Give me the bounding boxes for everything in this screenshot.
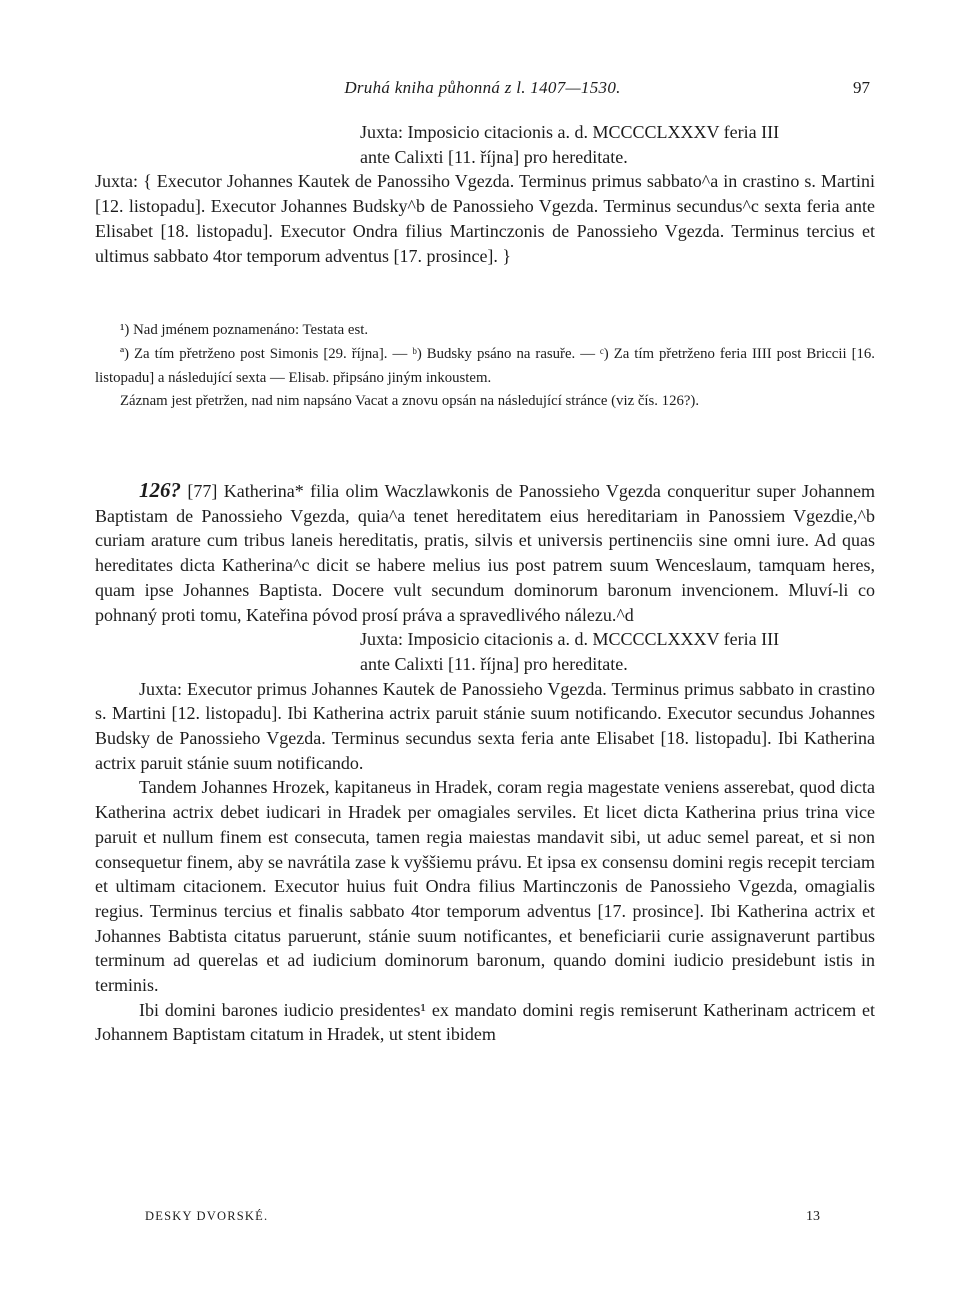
entry-paragraph-4: Ibi domini barones iudicio presidentes¹ ex mandato domini regis remiserunt Katherinam actricem et Johannem Baptistam citatum in Hradek, ut stent ibidem	[95, 999, 875, 1045]
footer-signature: DESKY DVORSKÉ.	[145, 1209, 269, 1223]
juxta-imposicio-line-1: Juxta: Imposicio citacionis a. d. MCCCCLXXXV feria III	[360, 122, 780, 142]
second-entry	[95, 478, 875, 1047]
page-number: 97	[853, 78, 870, 97]
juxta2-imposicio-line-1: Juxta: Imposicio citacionis a. d. MCCCCLXXXV feria III	[360, 629, 780, 650]
second-entry-juxta	[95, 627, 875, 676]
footer-sheet-number: 13	[806, 1209, 820, 1224]
juxta-executors-paragraph: Juxta: { Executor Johannes Kautek de Panossiho Vgezda. Terminus primus sabbato^a in crastino s. Martini [12. listopadu]. Executor Johannes Budsky^b de Panossieho Vgezda. Terminus secundus^c sexta feria ante Elisabet [18. listopadu]. Executor Ondra filius Martinczonis de Panossieho Vgezda. Terminus tercius et ultimus sabbato 4tor temporum adventus [17. prosince]. }	[95, 171, 875, 266]
juxta-imposicio-line-2: ante Calixti [11. října] pro hereditate.	[360, 146, 628, 167]
footnote-letters: ª) Za tím přetrženo post Simonis [29. října]. — ᵇ) Budsky psáno na rasuře. — ᶜ) Za tím přetrženo feria IIII post Briccii [16. listopadu] a následující sexta — Elisab. připsáno jiným inkoustem.	[95, 345, 875, 386]
footnote-vacat: Záznam jest přetržen, nad nim napsáno Vacat a znovu opsán na následující stránce (viz čís. 126?).	[120, 393, 700, 410]
entry-number: 126?	[139, 478, 181, 502]
running-title: Druhá kniha půhonná z l. 1407—1530.	[344, 78, 621, 97]
entry-paragraph-3: Tandem Johannes Hrozek, kapitaneus in Hradek, coram regia magestate veniens asserebat, quod dicta Katherina actrix debet iudicari in Hradek per omagiales serviles. Et licet dicta Katherina prius trina vice paruit et nullum finem est consecuta, tamen regia maiestas mandavit sibi, ut aduc semel pareat, et si non consequetur finem, aby se navrátila zase k vyššiemu právu. Et ipsa ex consensu domini regis recepit terciam et ultimam citacionem. Executor huius fuit Ondra filius Martinczonis de Panossieho Vgezda, omagialis regius. Terminus tercius et finalis sabbato 4tor temporum adventus [17. prosince]. Ibi Katherina actrix et Johannes Babtista citatus paruerunt, stánie suum notificantes, et beneficiarii curie assignaverunt partibus terminum ad querelas et ad iudicium dominorum baronum, quando domini iudicio presidebunt istis in terminis.	[95, 777, 875, 996]
entry-paragraph-2: Juxta: Executor primus Johannes Kautek de Panossieho Vgezda. Terminus primus sabbato in crastino s. Martini [12. listopadu]. Ibi Katherina actrix paruit stánie suum notificando. Executor secundus Johannes Budsky de Panossieho Vgezda. Terminus secundus sexta feria ante Elisabet [18. listopadu]. Ibi Katherina actrix paruit stánie suum notificando.	[95, 678, 875, 773]
footnotes	[95, 319, 875, 414]
page-header	[95, 78, 870, 102]
juxta2-imposicio-line-2: ante Calixti [11. října] pro hereditate.	[360, 653, 628, 674]
entry-complaint-text: [77] Katherina* filia olim Waczlawkonis de Panossieho Vgezda conqueritur super Johannem Baptistam de Panossieho Vgezda, quia^a tenet hereditatem eius hereditariam in Panossiem Vgezdie,^b curiam arature cum tribus laneis hereditatis, pratis, silvis et universis pertinenciis sine omni iure. Ad quas hereditates dicta Katherina^c dicit se habere melius ius post patrem suum Wenceslaum, tamquam heres, quam ipse Johannes Baptista. Docere vult secundum dominorum baronum invencionem. Mluví-li co pohnaný proti tomu, Kateřina póvod prosí práva a spravedlivého nálezu.^d	[95, 481, 875, 625]
first-entry-juxta	[95, 120, 875, 268]
footnote-1: ¹) Nad jménem poznamenáno: Testata est.	[120, 322, 369, 338]
entry-paragraph-1	[95, 478, 875, 627]
